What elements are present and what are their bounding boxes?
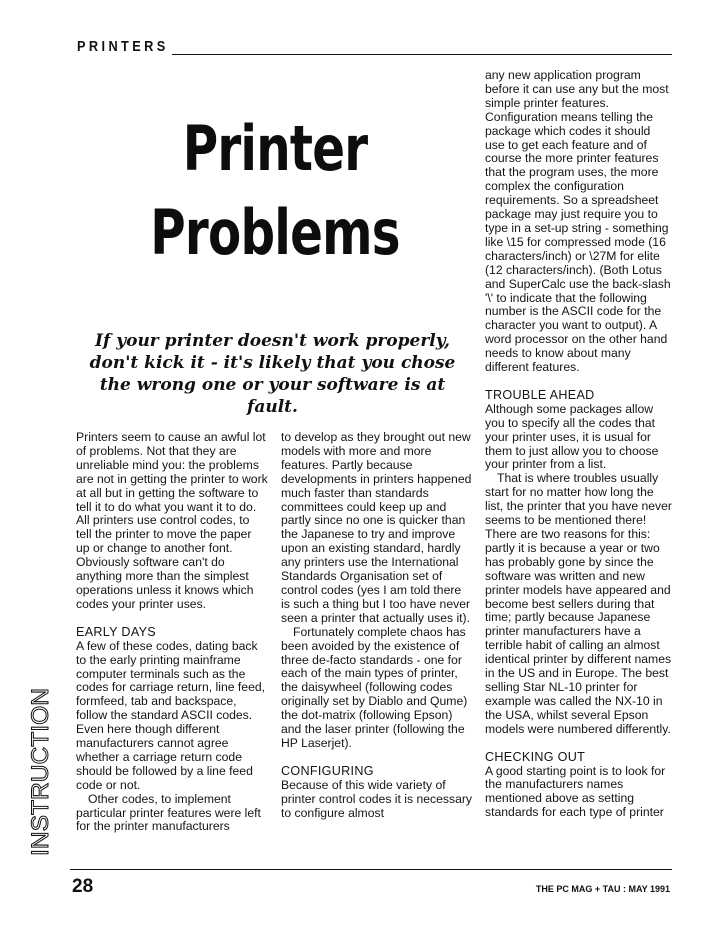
paragraph: any new application program before it can use any but the most simple printer features. Configuration means telling the package which codes it should use to get each feature and of course the more printer features that the program uses, the more complex the configuration requirements. So a spreadsheet package may just require you to type in a set-up string - something like \15 for compressed mode (16 characters/inch) or \27M for elite (12 characters/inch). (Both Lotus and SuperCalc use the back-slash '\' to indicate that the following number is the ASCII code for the character you want to output). A word processor on the other hand needs to know about many different features. xyxy=(485,68,671,375)
article-column-3 xyxy=(485,69,673,820)
paragraph: A few of these codes, dating back to the early printing mainframe computer terminals such as the codes for carriage return, line feed, formfeed, tab and backspace, follow the standard ASCII codes. Even here though different manufacturers cannot agree whether a carriage return code should be followed by a line feed code or not. xyxy=(76,638,266,792)
subheading: CHECKING OUT xyxy=(485,749,586,764)
subheading: TROUBLE AHEAD xyxy=(485,387,595,402)
paragraph: Because of this wide variety of printer control codes it is necessary to configure almost xyxy=(281,777,473,820)
paragraph: A good starting point is to look for the manufacturers names mentioned above as setting standards for each type of printer xyxy=(485,763,666,820)
section-label: PRINTERS xyxy=(77,38,169,55)
page-number: 28 xyxy=(72,876,94,897)
paragraph: Fortunately complete chaos has been avoided by the existence of three de-facto standards - one for each of the main types of printer, the daisywheel (following codes originally set by Diablo and Qume) the dot-matrix (following Epson) and the laser printer (following the HP Laserjet). xyxy=(281,624,468,750)
headline-line-2: Problems xyxy=(150,196,400,269)
standfirst: If your printer doesn't work properly, don't kick it - it's likely that you chose the wrong one or your software is at fault. xyxy=(89,331,456,417)
paragraph: Other codes, to implement particular printer features were left for the printer manufacturers xyxy=(76,791,261,834)
subheading: EARLY DAYS xyxy=(76,624,156,639)
paragraph: Printers seem to cause an awful lot of problems. Not that they are unreliable mind you: the problems are not in getting the printer to work at all but in getting the software to tell it to do what you want it to do. All printers use control codes, to tell the printer to move the paper up or change to another font. Obviously software can't do anything more than the simplest operations unless it knows which codes your printer uses. xyxy=(76,430,268,611)
sidebar-section-text: INSTRUCTION xyxy=(27,692,54,856)
paragraph: That is where troubles usually start for no matter how long the list, the printer that you have never seems to be mentioned there! There are two reasons for this: partly it is because a year or two has probably gone by since the software was written and new printer models have appeared and become best sellers during that time; partly because Japanese printer manufacturers have a terrible habit of calling an almost identical printer by different names in the US and in Europe. The best selling Star NL-10 printer for example was called the NX-10 in the USA, whilst several Epson models were numbered differently. xyxy=(485,471,672,736)
sidebar-section-label xyxy=(28,686,52,858)
headline-line-1: Printer xyxy=(182,112,368,185)
subheading: CONFIGURING xyxy=(281,763,374,778)
article-column-1 xyxy=(76,431,268,834)
paragraph: to develop as they brought out new models with more and more features. Partly because developments in printers happened much faster than standards committees could keep up and partly since no one is quicker than the Japanese to try and improve upon an existing standard, hardly any printers use the International Standards Organisation set of control codes (yes I am told there is such a thing but I too have never seen a printer that actually uses it). xyxy=(281,430,472,625)
article-column-2 xyxy=(281,431,473,820)
footer-rule xyxy=(70,869,672,870)
magazine-issue: THE PC MAG + TAU : MAY 1991 xyxy=(535,884,670,894)
header-rule xyxy=(172,54,672,55)
paragraph: Although some packages allow you to specify all the codes that your printer uses, it is usual for them to just allow you to choose your printer from a list. xyxy=(485,401,659,472)
